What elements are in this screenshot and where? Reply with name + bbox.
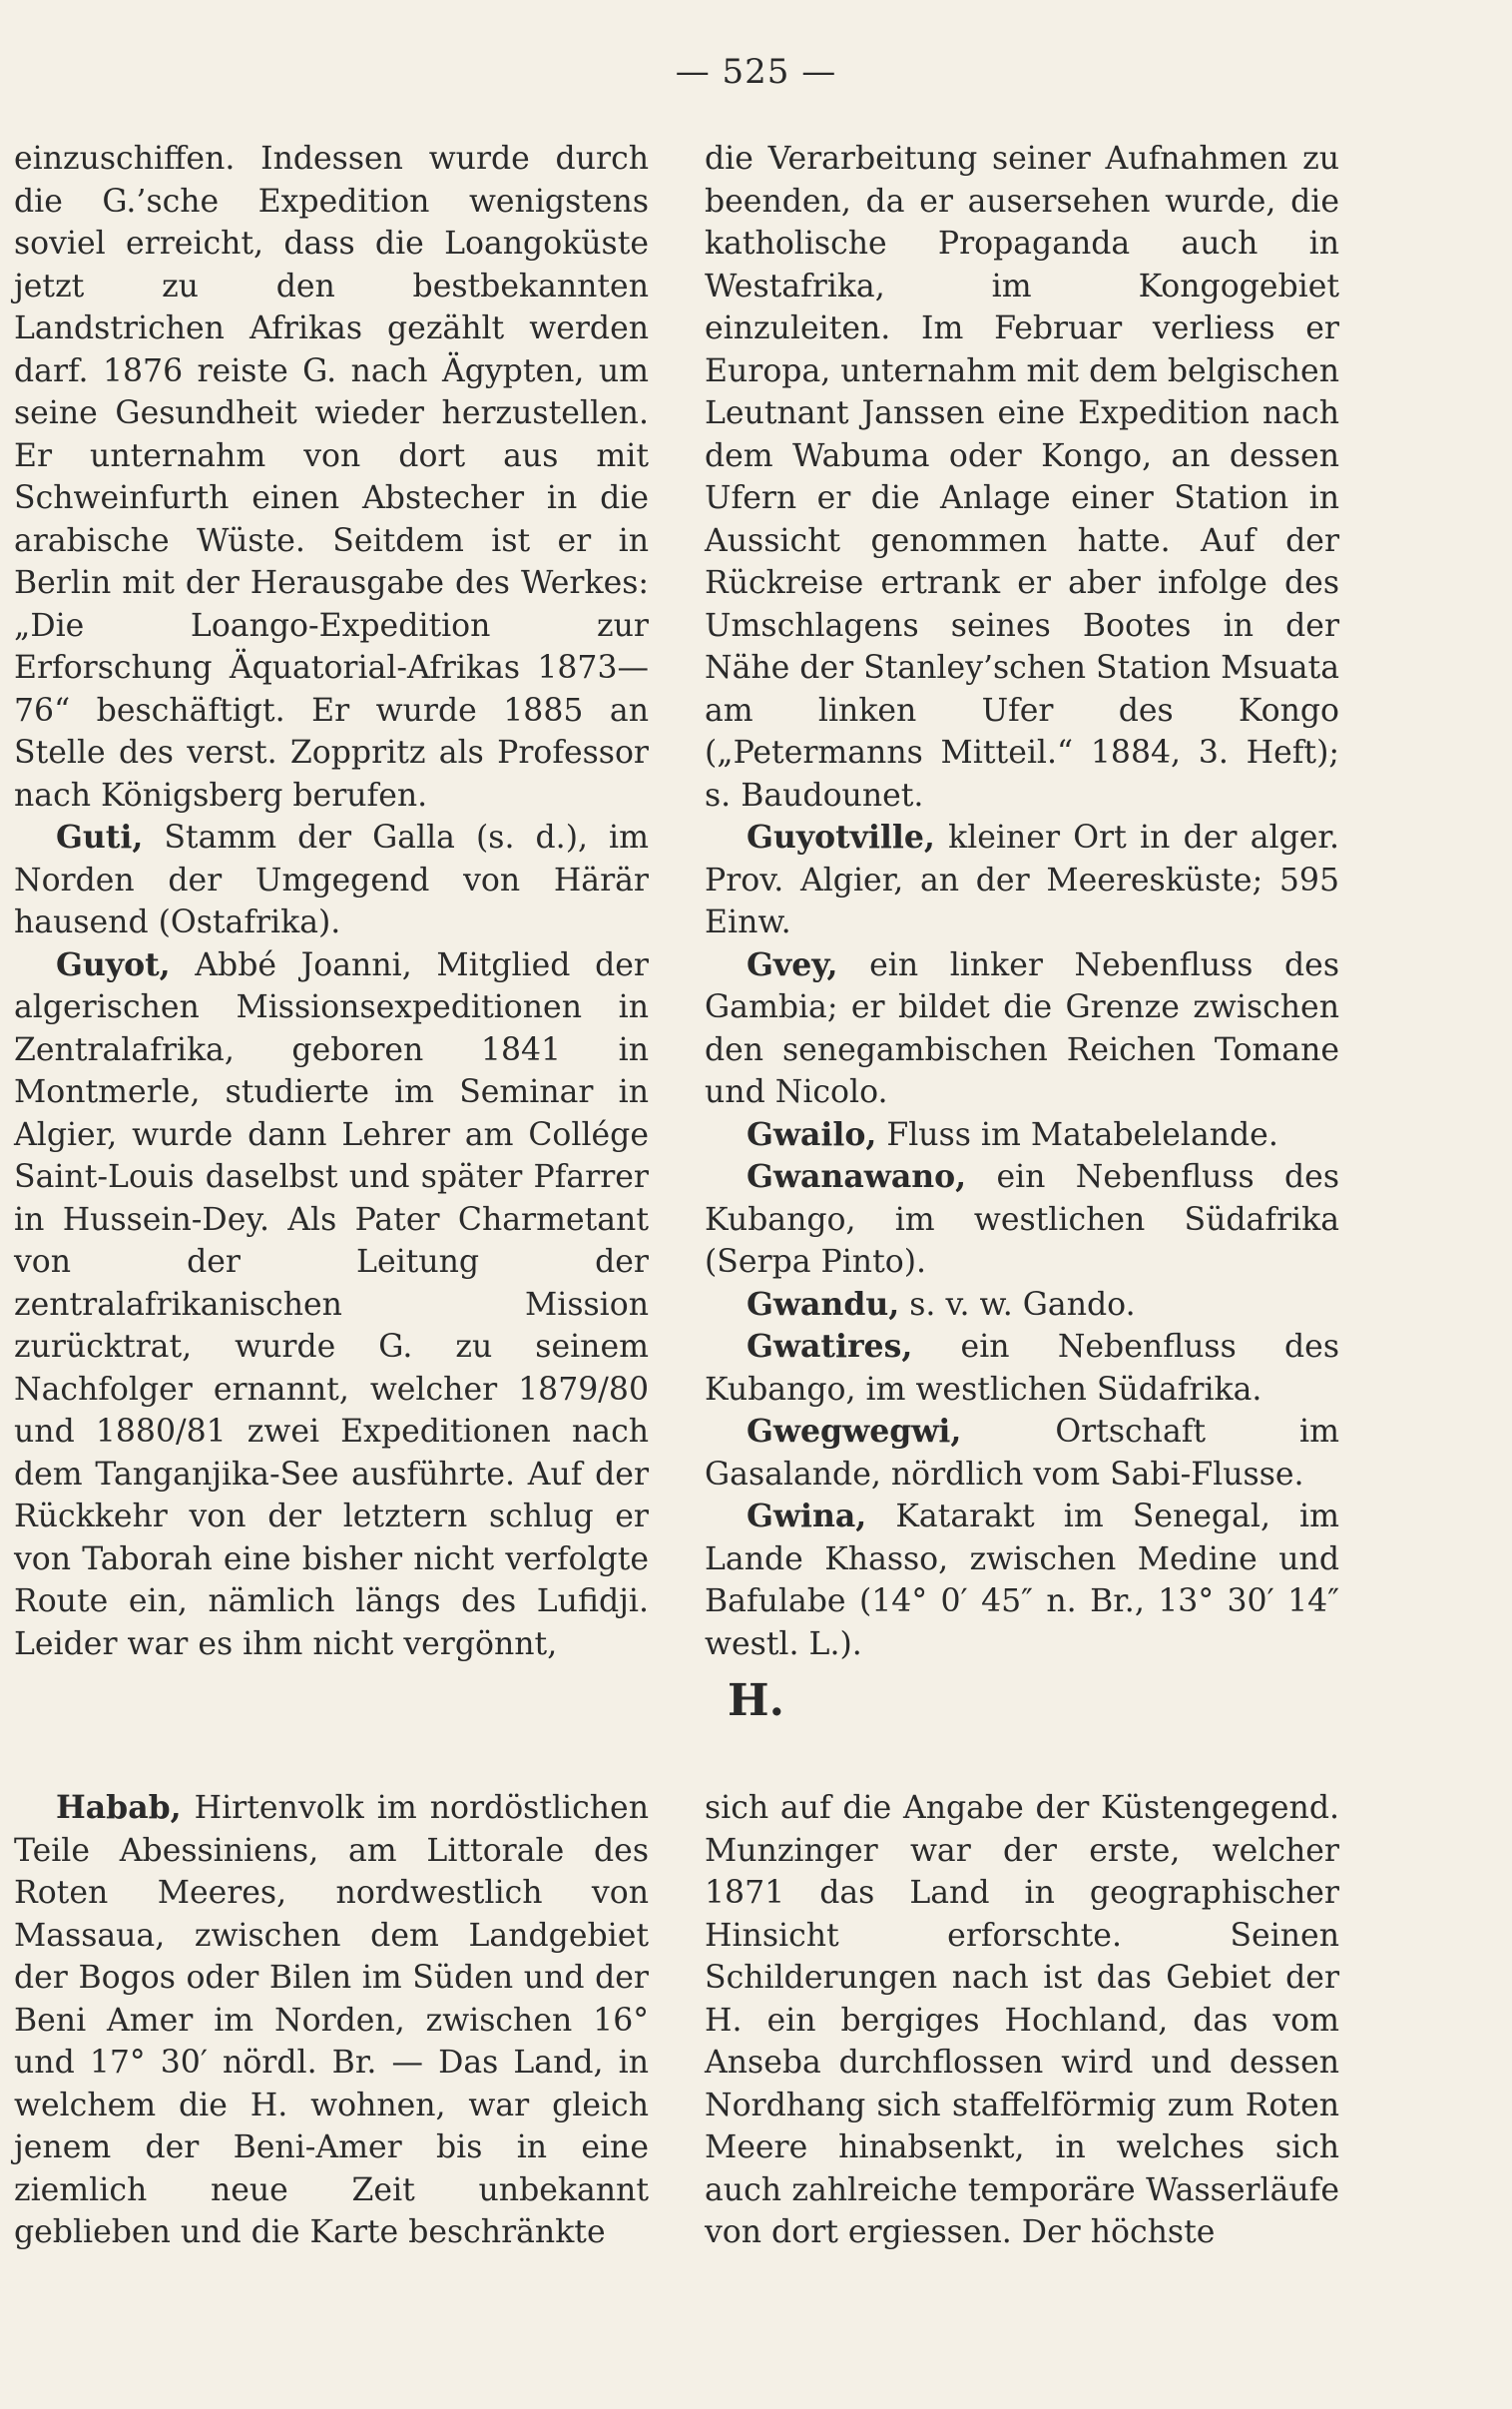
headword: Guyot, [56,945,171,983]
headword: Guyotville, [747,819,935,856]
entry-guyot [14,944,649,1666]
headword: Gwailo, [747,1115,877,1153]
headword: Habab, [56,1789,182,1826]
continuation-paragraph: einzuschiffen. Indessen wurde durch die G.’sche Expedition wenigstens soviel erreicht, dass die Loangoküste jetzt zu den bestbekannten Landstrichen Afrikas gezählt werden darf. 1876 reiste G. nach Ägypten, um seine Gesundheit wieder herzustellen. Er unternahm von dort aus mit Schweinfurth einen Abstecher in die arabische Wüste. Seitdem ist er in Berlin mit der Herausgabe des Werkes: „Die Loango-Expedition zur Erforschung Äquatorial-Afrikas 1873—76“ beschäftigt. Er wurde 1885 an Stelle des verst. Zoppritz als Professor nach Königsberg berufen. [14,141,649,814]
section-heading: H. [728,1675,784,1726]
column-left-top [14,138,649,1665]
entry-text: kleiner Ort in der alger. Prov. Algier, an der Meeresküste; 595 Einw. [705,820,1339,940]
column-right-top [705,138,1339,1665]
entry-gwatires [705,1326,1339,1411]
headword: Gwatires, [747,1328,913,1365]
entry-guyotville [705,817,1339,944]
entry-text: Hirtenvolk im nordöstlichen Teile Abessiniens, am Littorale des Roten Meeres, nordwestlich von Massaua, zwischen dem Landgebiet der Bogos oder Bilen im Süden und der Beni Amer im Norden, zwischen 16° und 17° 30′ nördl. Br. — Das Land, in welchem die H. wohnen, war gleich jenem der Beni-Amer bis in eine ziemlich neue Zeit unbekannt geblieben und die Karte beschränkte [14,1790,649,2250]
headword: Gwandu, [747,1285,900,1323]
headword: Gwanawano, [747,1158,967,1195]
entry-habab [14,1787,649,2254]
entry-text: Fluss im Matabelelande. [876,1116,1278,1153]
page-number: — 525 — [675,52,837,92]
entry-gwina [705,1496,1339,1665]
column-left-bottom [14,1787,649,2254]
entry-gwanawano [705,1156,1339,1284]
entry-gvey [705,944,1339,1114]
entry-text: ein Nebenfluss des Kubango, im westlichen Südafrika. [705,1329,1339,1408]
entry-gwandu [705,1284,1339,1327]
entry-gwegwegwi [705,1411,1339,1496]
headword: Gvey, [747,945,838,983]
entry-text: Katarakt im Senegal, im Lande Khasso, zwischen Medine und Bafulabe (14° 0′ 45″ n. Br., 13° 30′ 14″ westl. L.). [705,1499,1339,1662]
entry-guti [14,817,649,944]
entry-text: ein Nebenfluss des Kubango, im westlichen Südafrika (Serpa Pinto). [705,1159,1339,1280]
entry-text: s. v. w. Gando. [899,1286,1136,1323]
entry-text: Ortschaft im Gasalande, nördlich vom Sabi-Flusse. [705,1414,1339,1493]
headword: Gwegwegwi, [747,1413,962,1450]
column-right-bottom [705,1787,1339,2254]
entry-text: ein linker Nebenfluss des Gambia; er bildet die Grenze zwischen den senegambischen Reichen Tomane und Nicolo. [705,946,1339,1110]
entry-gwailo [705,1114,1339,1157]
headword: Gwina, [747,1498,867,1534]
headword: Guti, [56,819,144,856]
entry-text: Stamm der Galla (s. d.), im Norden der Umgegend von Härär hausend (Ostafrika). [14,820,649,940]
entry-text: Abbé Joanni, Mitglied der algerischen Missionsexpeditionen in Zentralafrika, geboren 1841 in Montmerle, studierte im Seminar in Algier, wurde dann Lehrer am Collége Saint-Louis daselbst und später Pfarrer in Hussein-Dey. Als Pater Charmetant von der Leitung der zentralafrikanischen Mission zurücktrat, wurde G. zu seinem Nachfolger ernannt, welcher 1879/80 und 1880/81 zwei Expeditionen nach dem Tanganjika-See ausführte. Auf der Rückkehr von der letztern schlug er von Taborah eine bisher nicht verfolgte Route ein, nämlich längs des Lufidji. Leider war es ihm nicht vergönnt, [14,946,649,1662]
continuation-paragraph: die Verarbeitung seiner Aufnahmen zu beenden, da er ausersehen wurde, die katholische Propaganda auch in Westafrika, im Kongogebiet einzuleiten. Im Februar verliess er Europa, unternahm mit dem belgischen Leutnant Janssen eine Expedition nach dem Wabuma oder Kongo, an dessen Ufern er die Anlage einer Station in Aussicht genommen hatte. Auf der Rückreise ertrank er aber infolge des Umschlagens seines Bootes in der Nähe der Stanley’schen Station Msuata am linken Ufer des Kongo („Petermanns Mitteil.“ 1884, 3. Heft); s. Baudounet. [705,141,1339,814]
continuation-paragraph: sich auf die Angabe der Küstengegend. Munzinger war der erste, welcher 1871 das Land in geographischer Hinsicht erforschte. Seinen Schilderungen nach ist das Gebiet der H. ein bergiges Hochland, das vom Anseba durchflossen wird und dessen Nordhang sich staffelförmig zum Roten Meere hinabsenkt, in welches sich auch zahlreiche temporäre Wasserläufe von dort ergiessen. Der höchste [705,1790,1339,2250]
